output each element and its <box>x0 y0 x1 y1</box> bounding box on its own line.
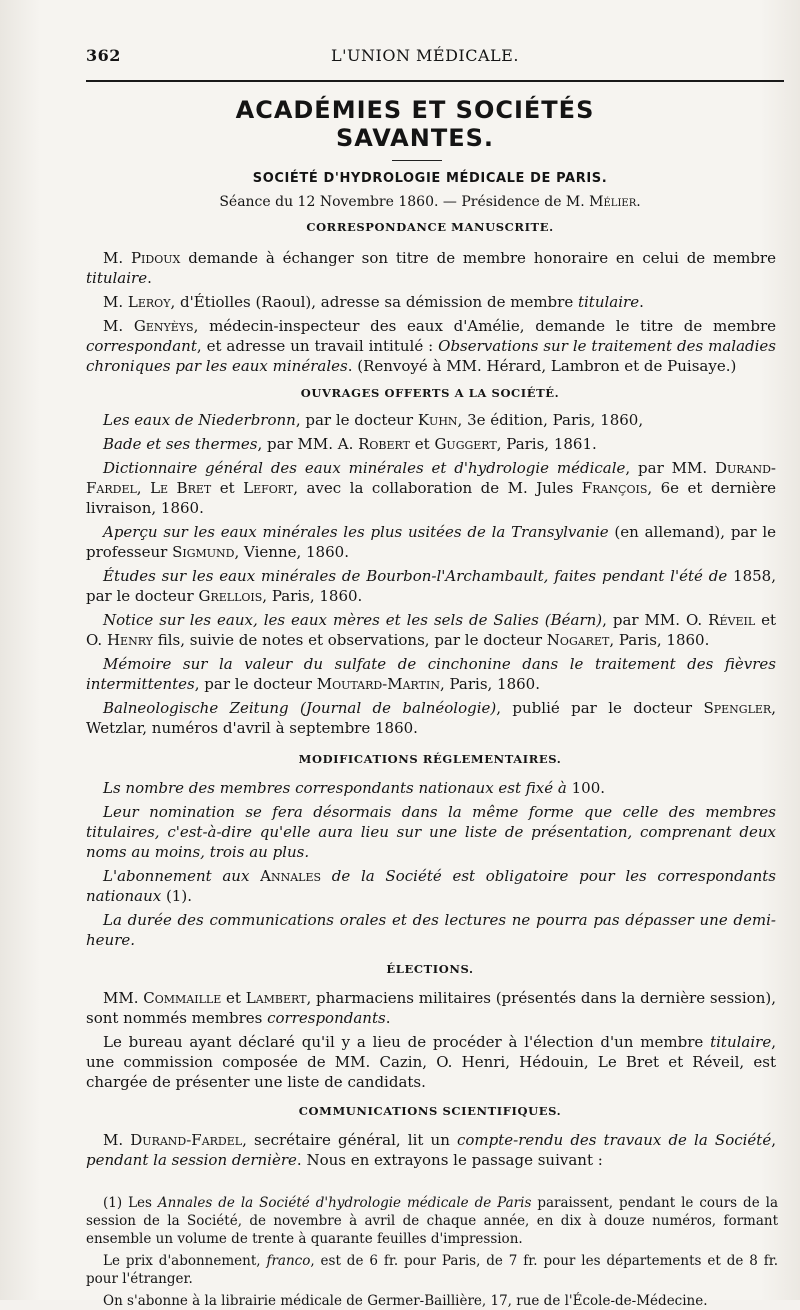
correspondance-paragraph: M. Leroy, d'Étiolles (Raoul), adresse sa démission de membre titulaire. <box>103 293 644 311</box>
session-line: Séance du 12 Novembre 1860. — Présidence de M. Mélier. <box>219 194 641 210</box>
section-correspondance: CORRESPONDANCE MANUSCRITE. <box>306 220 554 234</box>
modification-paragraph: Leur nomination se fera désormais dans la même forme que celle des membres titulaires, c'est-à-dire qu'elle aura lieu sur une liste de présentation, comprenant deux noms au moins, trois au plus. <box>86 803 776 861</box>
title-rule <box>392 160 442 161</box>
footnote <box>86 1194 782 1310</box>
election-paragraph: MM. Commaille et Lambert, pharmaciens militaires (présentés dans la dernière session), sont nommés membres correspondants. <box>86 989 776 1027</box>
election-paragraph: Le bureau ayant déclaré qu'il y a lieu de procéder à l'élection d'un membre titulaire, une commission composée de MM. Cazin, O. Henri, Hédouin, Le Bret et Réveil, est chargée de présenter une liste de candidats. <box>86 1033 776 1091</box>
ouvrage-entry: Dictionnaire général des eaux minérales et d'hydrologie médicale, par MM. Durand-Fardel, Le Bret et Lefort, avec la collaboration de M. Jules François, 6e et dernière livraison, 1860. <box>86 459 776 517</box>
section-elections: ÉLECTIONS. <box>386 962 474 976</box>
footnote-paragraph: (1) Les Annales de la Société d'hydrologie médicale de Paris paraissent, pendant le cours de la session de la Société, de novembre à avril de chaque année, en dix à douze numéros, formant ensemble un volume de trente à quarante feuilles d'impression. <box>86 1195 778 1247</box>
society-title: SOCIÉTÉ D'HYDROLOGIE MÉDICALE DE PARIS. <box>252 171 608 186</box>
footnote-paragraph: On s'abonne à la librairie médicale de Germer-Baillière, 17, rue de l'École-de-Médecine. <box>103 1293 708 1309</box>
ouvrage-entry: Les eaux de Niederbronn, par le docteur Kuhn, 3e édition, Paris, 1860, <box>103 411 644 429</box>
journal-title: L'UNION MÉDICALE. <box>331 46 519 65</box>
footnote-paragraph: Le prix d'abonnement, franco, est de 6 fr. pour Paris, de 7 fr. pour les départements et de 8 fr. pour l'étranger. <box>86 1253 778 1287</box>
header-rule <box>86 80 784 82</box>
running-head <box>86 46 782 72</box>
ouvrage-entry: Aperçu sur les eaux minérales les plus usitées de la Transylvanie (en allemand), par le professeur Sigmund, Vienne, 1860. <box>86 523 776 561</box>
ouvrage-entry: Notice sur les eaux, les eaux mères et les sels de Salies (Béarn), par MM. O. Réveil et O. Henry fils, suivie de notes et observations, par le docteur Nogaret, Paris, 1860. <box>86 611 776 649</box>
ouvrage-entry: Balneologische Zeitung (Journal de balnéologie), publié par le docteur Spengler, Wetzlar, numéros d'avril à septembre 1860. <box>86 699 776 737</box>
correspondance-paragraph: M. Genyèys, médecin-inspecteur des eaux d'Amélie, demande le titre de membre correspondant, et adresse un travail intitulé : Observations sur le traitement des maladies chroniques par les eaux minérales. (Renvoyé à MM. Hérard, Lambron et de Puisaye.) <box>86 317 776 375</box>
modification-paragraph: Ls nombre des membres correspondants nationaux est fixé à 100. <box>103 779 606 797</box>
correspondance-paragraph: M. Pidoux demande à échanger son titre de membre honoraire en celui de membre titulaire. <box>86 249 776 287</box>
ouvrage-entry: Bade et ses thermes, par MM. A. Robert et Guggert, Paris, 1861. <box>103 435 597 453</box>
section-communications: COMMUNICATIONS SCIENTIFIQUES. <box>298 1104 562 1118</box>
modification-paragraph: L'abonnement aux Annales de la Société est obligatoire pour les correspondants nationaux (1). <box>86 867 776 905</box>
page-number: 362 <box>86 46 121 65</box>
ouvrage-entry: Études sur les eaux minérales de Bourbon-l'Archambault, faites pendant l'été de 1858, par le docteur Grellois, Paris, 1860. <box>86 567 776 605</box>
ouvrage-entry: Mémoire sur la valeur du sulfate de cinchonine dans le traitement des fièvres intermittentes, par le docteur Moutard-Martin, Paris, 1860. <box>86 655 776 693</box>
modification-paragraph: La durée des communications orales et des lectures ne pourra pas dépasser une demi-heure. <box>86 911 776 949</box>
section-ouvrages: OUVRAGES OFFERTS A LA SOCIÉTÉ. <box>300 386 560 400</box>
communication-paragraph: M. Durand-Fardel, secrétaire général, lit un compte-rendu des travaux de la Société, pendant la session dernière. Nous en extrayons le passage suivant : <box>86 1131 776 1169</box>
section-modifications: MODIFICATIONS RÉGLEMENTAIRES. <box>298 752 562 766</box>
main-title: ACADÉMIES ET SOCIÉTÉS SAVANTES. <box>235 96 595 152</box>
